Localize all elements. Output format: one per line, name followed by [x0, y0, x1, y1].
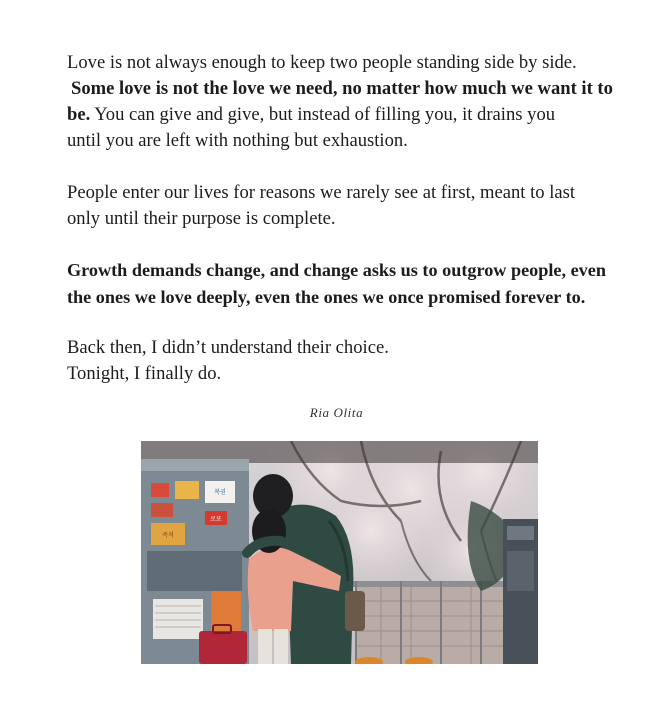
paragraph-1-line-3 — [67, 102, 627, 128]
paragraph-2-line-2: only until their purpose is complete. — [67, 208, 336, 229]
paragraph-2-line-1: People enter our lives for reasons we rarely see at first, meant to last — [67, 182, 576, 203]
paragraph-4-line-1: Back then, I didn’t understand their choice. — [67, 337, 389, 358]
kiosk-sign-text-2: 로또 — [210, 516, 222, 523]
paragraph-4-line-2: Tonight, I finally do. — [67, 363, 222, 384]
paragraph-1-line-4: until you are left with nothing but exhaustion. — [67, 130, 408, 151]
paragraph-1-line-3-rest: You can give and give, but instead of filling you, it drains you — [90, 104, 556, 125]
paragraph-4 — [67, 335, 627, 387]
paragraph-1-bold-end: be. — [67, 104, 91, 125]
paragraph-3-line-1: Growth demands change, and change asks us to outgrow people, even — [67, 260, 606, 280]
paragraph-3 — [67, 257, 627, 311]
paragraph-1 — [67, 50, 627, 154]
paragraph-1-bold-line: Some love is not the love we need, no matter how much we want it to — [71, 78, 613, 99]
paragraph-1-line-1: Love is not always enough to keep two people standing side by side. — [67, 52, 577, 73]
red-suitcase — [199, 631, 247, 664]
author-signature: Ria Olita — [309, 405, 364, 420]
embracing-couple-photo — [141, 441, 538, 664]
kiosk-sign-text-1: 복권 — [214, 489, 226, 496]
vending-machine — [503, 519, 538, 664]
paragraph-3-line-2: the ones we love deeply, even the ones we once promised forever to. — [67, 287, 586, 307]
photo-illustration — [141, 441, 538, 664]
stone-wall — [351, 581, 511, 664]
paragraph-2 — [67, 180, 627, 232]
kiosk-sign-text-3: 즉석 — [162, 532, 174, 539]
